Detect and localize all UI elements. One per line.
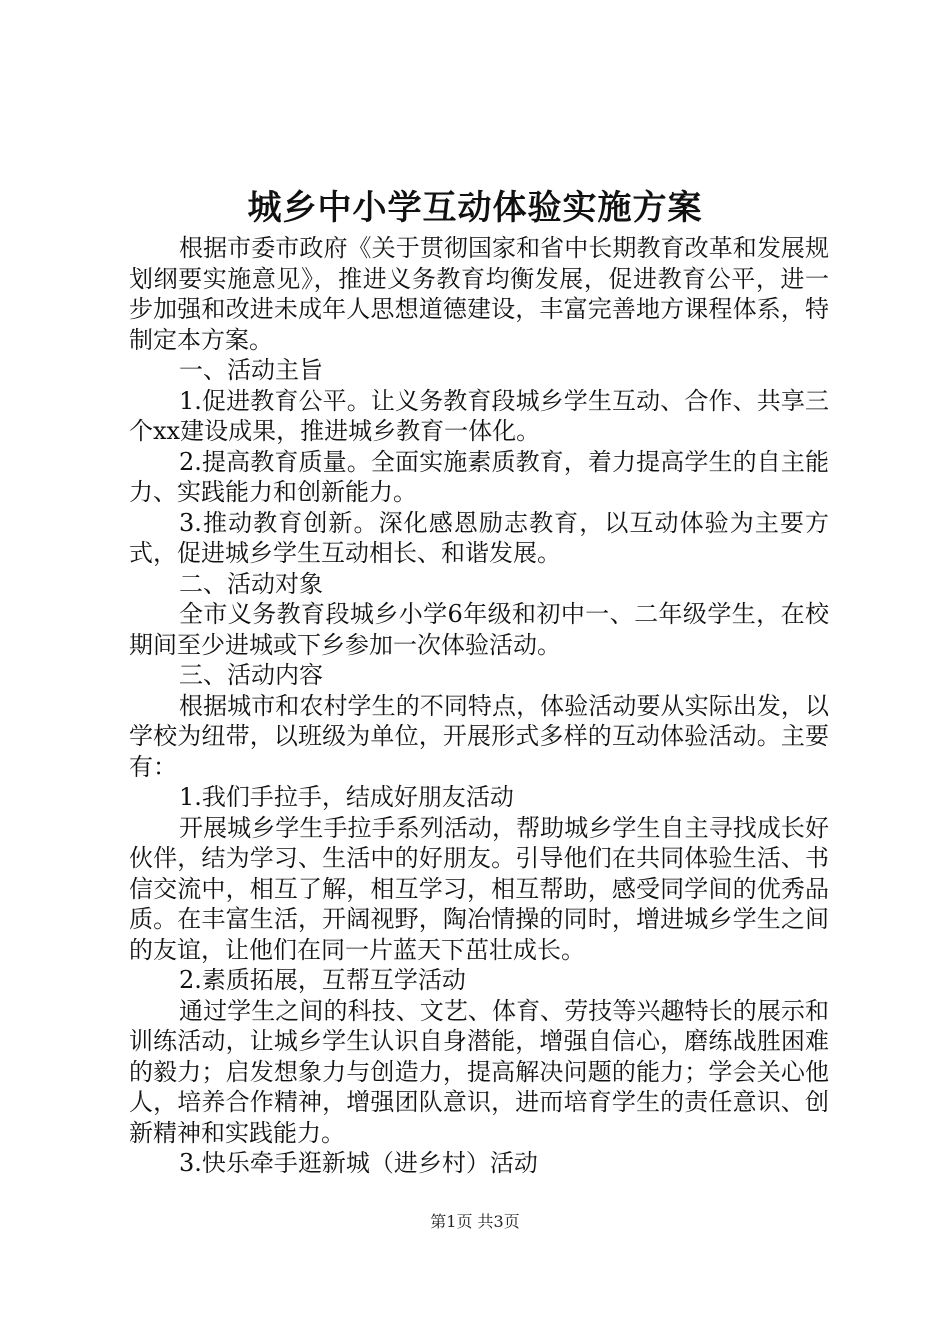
document-body (129, 233, 829, 1179)
section-heading: 三、活动内容 (179, 661, 323, 689)
paragraph: 开展城乡学生手拉手系列活动，帮助城乡学生自主寻找成长好伙伴，结为学习、生活中的好朋友。引导他们在共同体验生活、书信交流中，相互了解，相互学习，相互帮助，感受同学间的优秀品质。在丰富生活，开阔视野，陶冶情操的同时，增进城乡学生之间的友谊，让他们在同一片蓝天下茁壮成长。 (129, 813, 829, 964)
section-heading: 一、活动主旨 (179, 356, 323, 384)
subsection-heading: 2.素质拓展，互帮互学活动 (179, 966, 466, 994)
paragraph: 通过学生之间的科技、文艺、体育、劳技等兴趣特长的展示和训练活动，让城乡学生认识自身潜能，增强自信心，磨练战胜困难的毅力；启发想象力与创造力，提高解决问题的能力；学会关心他人，培养合作精神，增强团队意识，进而培育学生的责任意识、创新精神和实践能力。 (129, 996, 829, 1147)
paragraph: 2.提高教育质量。全面实施素质教育，着力提高学生的自主能力、实践能力和创新能力。 (129, 447, 829, 506)
subsection-heading: 1.我们手拉手，结成好朋友活动 (179, 783, 514, 811)
page-footer: 第1页 共3页 (430, 1212, 520, 1231)
section-heading: 二、活动对象 (179, 569, 323, 598)
paragraph: 根据城市和农村学生的不同特点，体验活动要从实际出发，以学校为纽带，以班级为单位，开展形式多样的互动体验活动。主要有： (129, 691, 829, 781)
paragraph: 根据市委市政府《关于贯彻国家和省中长期教育改革和发展规划纲要实施意见》，推进义务教育均衡发展，促进教育公平，进一步加强和改进未成年人思想道德建设，丰富完善地方课程体系，特制定本方案。 (129, 234, 829, 354)
document-title: 城乡中小学互动体验实施方案 (247, 188, 703, 228)
paragraph: 3.推动教育创新。深化感恩励志教育，以互动体验为主要方式，促进城乡学生互动相长、和谐发展。 (129, 508, 829, 567)
subsection-heading: 3.快乐牵手逛新城（进乡村）活动 (179, 1149, 538, 1177)
paragraph: 全市义务教育段城乡小学6年级和初中一、二年级学生，在校期间至少进城或下乡参加一次体验活动。 (129, 600, 829, 659)
paragraph: 1.促进教育公平。让义务教育段城乡学生互动、合作、共享三个xx建设成果，推进城乡教育一体化。 (129, 386, 829, 445)
